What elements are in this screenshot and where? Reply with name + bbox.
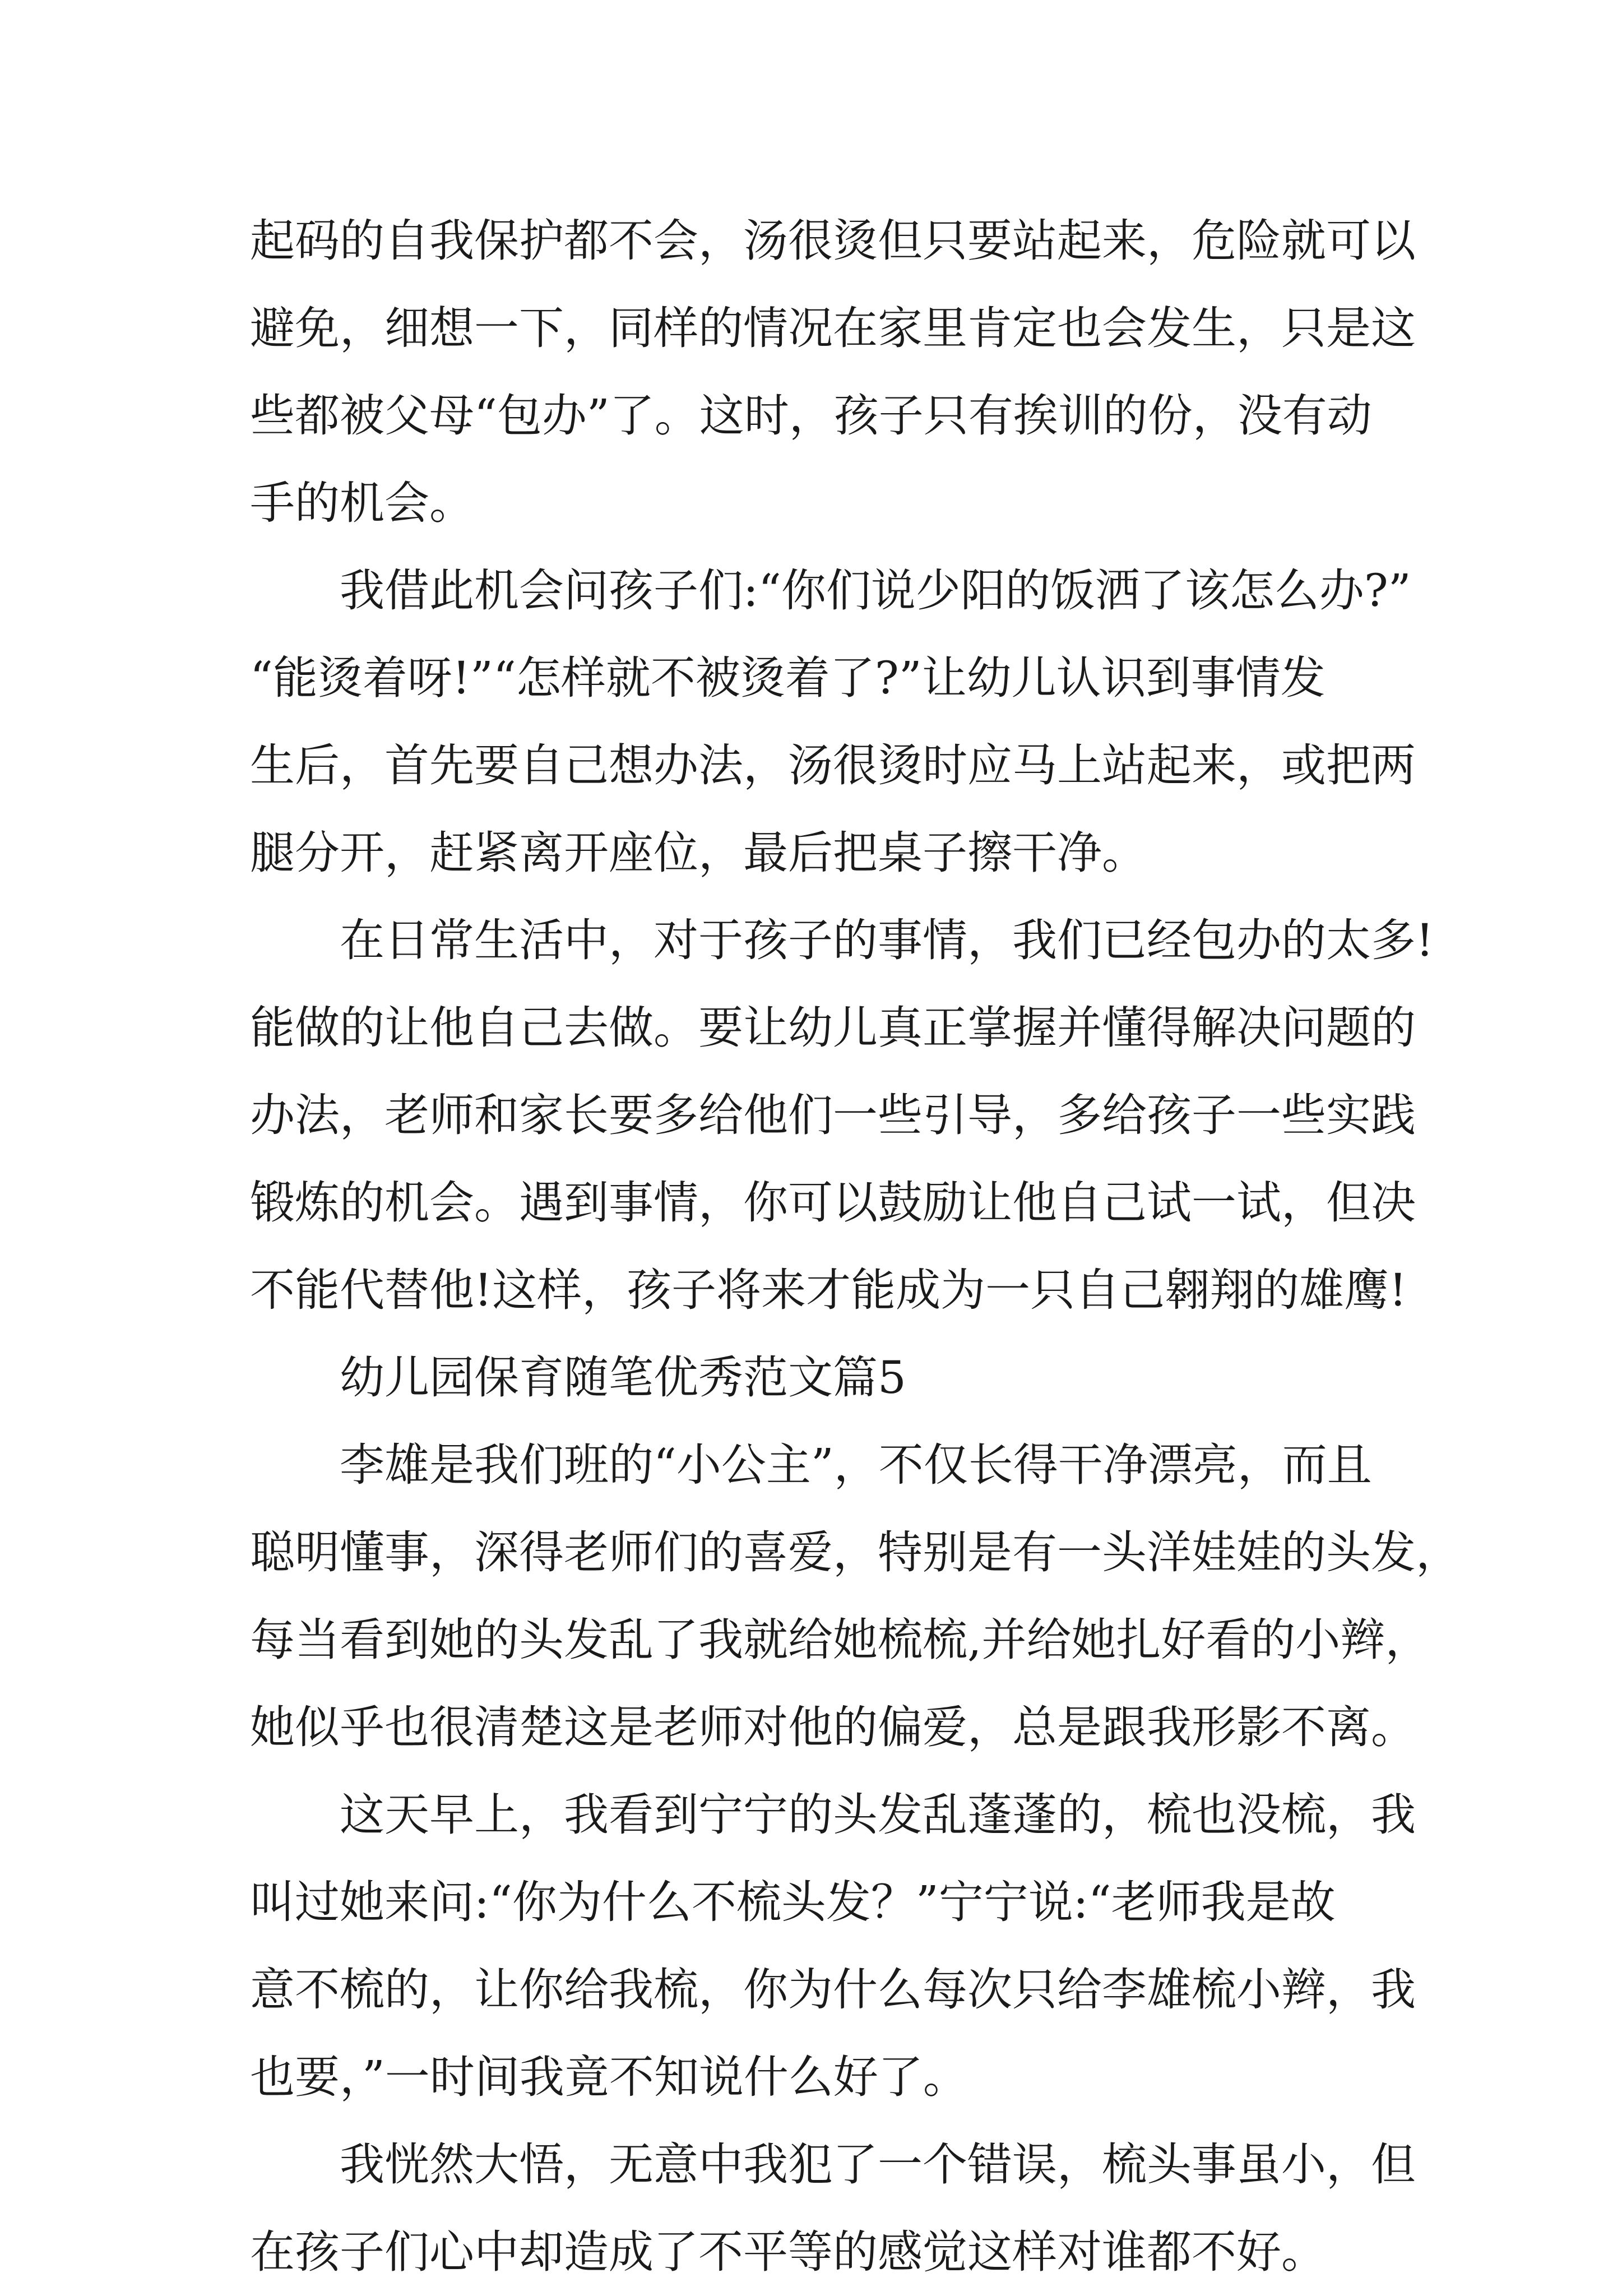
text-line: 叫过她来问:“你为什么不梳头发？”宁宁说:“老师我是故 (250, 1876, 1336, 1928)
text-line: 也要，”一时间我竟不知说什么好了。 (250, 2051, 968, 2103)
paragraph-start-line: 我恍然大悟，无意中我犯了一个错误，梳头事虽小，但 (340, 2138, 1416, 2191)
text-line: 起码的自我保护都不会，汤很烫但只要站起来，危险就可以 (250, 215, 1416, 267)
text-line: 手的机会。 (250, 477, 474, 529)
text-line: 聪明懂事，深得老师们的喜爱，特别是有一头洋娃娃的头发， (250, 1526, 1461, 1578)
text-line: 在孩子们心中却造成了不平等的感觉这样对谁都不好。 (250, 2226, 1326, 2278)
text-line: 不能代替他!这样，孩子将来才能成为一只自己翱翔的雄鹰! (250, 1264, 1407, 1316)
paragraph-start-line: 在日常生活中，对于孩子的事情，我们已经包办的太多! (340, 914, 1434, 966)
paragraph-start-line: 这天早上，我看到宁宁的头发乱蓬蓬的，梳也没梳，我 (340, 1789, 1416, 1841)
paragraph-start-line: 我借此机会问孩子们:“你们说少阳的饭洒了该怎么办?” (340, 564, 1411, 617)
text-line: 腿分开，赶紧离开座位，最后把桌子擦干净。 (250, 827, 1147, 879)
text-line: 些都被父母“包办”了。这时，孩子只有挨训的份，没有动 (250, 390, 1372, 442)
document-body (250, 197, 1461, 2296)
text-line: 办法，老师和家长要多给他们一些引导，多给孩子一些实践 (250, 1089, 1416, 1141)
text-line: 每当看到她的头发乱了我就给她梳梳,并给她扎好看的小辫， (250, 1614, 1430, 1666)
text-line: 锻炼的机会。遇到事情，你可以鼓励让他自己试一试，但决 (250, 1177, 1416, 1229)
text-line: 生后，首先要自己想办法，汤很烫时应马上站起来，或把两 (250, 739, 1416, 791)
text-line: 能做的让他自己去做。要让幼儿真正掌握并懂得解决问题的 (250, 1002, 1416, 1054)
paragraph-start-line: 李雄是我们班的“小公主”，不仅长得干净漂亮，而且 (340, 1439, 1372, 1491)
text-line: “能烫着呀!”“怎样就不被烫着了?”让幼儿认识到事情发 (250, 652, 1326, 704)
text-line: 她似乎也很清楚这是老师对他的偏爱，总是跟我形影不离。 (250, 1701, 1416, 1753)
text-line: 意不梳的，让你给我梳，你为什么每次只给李雄梳小辫，我 (250, 1964, 1416, 2016)
text-line: 避免，细想一下，同样的情况在家里肯定也会发生，只是这 (250, 302, 1416, 354)
section-heading: 幼儿园保育随笔优秀范文篇5 (340, 1351, 906, 1404)
